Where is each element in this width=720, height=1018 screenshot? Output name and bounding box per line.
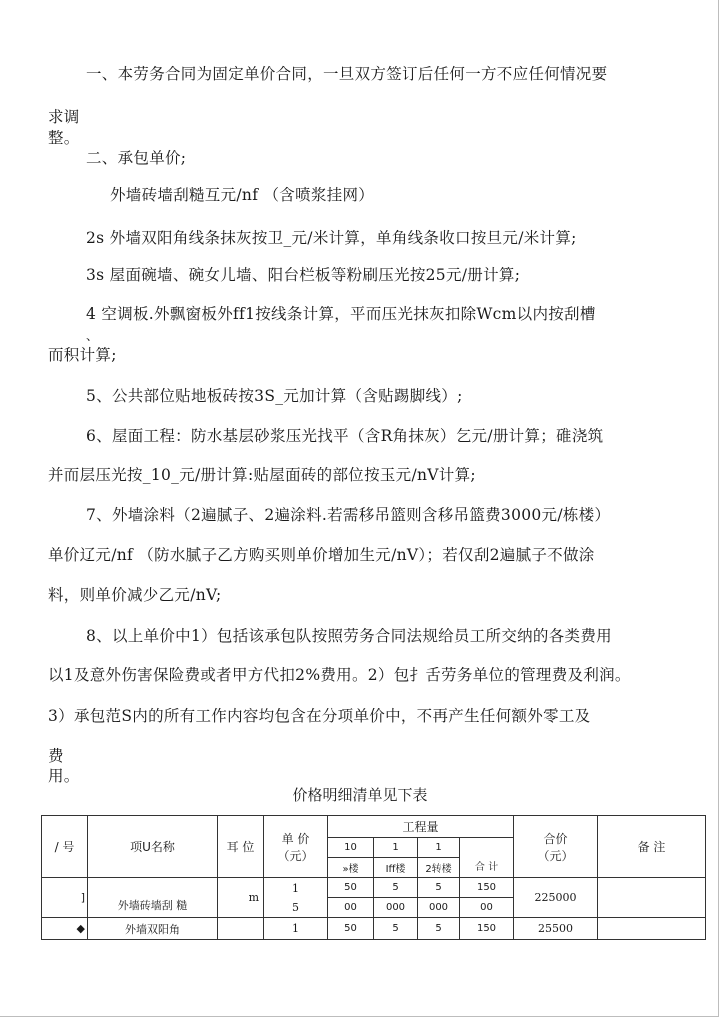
header-q2-bottom: Iff楼	[374, 858, 418, 878]
row1-q1-bottom: 00	[328, 898, 374, 918]
row2-note	[598, 918, 706, 940]
row2-unit	[218, 918, 264, 940]
item-8-cont-d: 用。	[48, 767, 80, 785]
item-8-cont-b: 3）承包范S内的所有工作内容均包含在分项单价中，不再产生任何额外零工及	[48, 707, 591, 725]
row2-q2: 5	[374, 918, 418, 940]
paragraph-1-cont-a: 求调	[48, 108, 80, 126]
item-6-cont: 并而层压光按_10_元/册计算:贴屋面砖的部位按玉元/nV计算;	[48, 466, 476, 484]
item-8: 8、以上单价中1）包括该承包队按照劳务合同法规给员工所交纳的各类费用	[86, 627, 612, 645]
section-heading-unit-price: 二、承包单价;	[86, 149, 187, 167]
item-4: 4 空调板.外飘窗板外ff1按线条计算，平而压光抹灰扣除Wcm以内按刮槽	[86, 305, 596, 323]
item-8-cont-a: 以1及意外伤害保险费或者甲方代扣2%费用。2）包扌舌劳务单位的管理费及利润。	[48, 666, 631, 684]
header-quantity: 工程量	[328, 816, 514, 838]
item-7-cont-a: 单价辽元/nf （防水腻子乙方购买则单价增加生元/nV）；若仅刮2遍腻子不做涂	[48, 546, 595, 564]
row1-qt-top: 150	[460, 878, 514, 898]
row2-q1: 50	[328, 918, 374, 940]
header-q2-top: 1	[374, 838, 418, 858]
header-q1-bottom: »楼	[328, 858, 374, 878]
row1-unit: m	[218, 878, 264, 918]
item-6: 6、屋面工程：防水基层砂浆压光找平（含R角抹灰）乞元/册计算；碓浇筑	[86, 427, 604, 445]
row2-qt: 150	[460, 918, 514, 940]
row1-qt-bottom: 00	[460, 898, 514, 918]
header-price-label: 单 价	[281, 831, 310, 846]
row2-name: 外墙双阳角	[88, 918, 218, 940]
header-no: / 号	[42, 816, 88, 878]
header-name: 项U名称	[88, 816, 218, 878]
row2-no: ◆	[42, 918, 88, 940]
row1-q1-top: 50	[328, 878, 374, 898]
header-unit: 耳 位	[218, 816, 264, 878]
table-row	[42, 918, 706, 940]
header-price-unit: （元）	[277, 848, 314, 863]
header-total-unit: （元）	[537, 848, 574, 863]
row1-no: ]	[42, 878, 88, 918]
header-price	[264, 816, 328, 878]
row1-q2-top: 5	[374, 878, 418, 898]
paragraph-1: 一、本劳务合同为固定单价合同，一旦双方签订后任何一方不应任何情况要	[86, 65, 608, 83]
row1-price	[264, 878, 328, 918]
row1-price-top: 1	[292, 881, 299, 895]
row1-price-bottom: 5	[292, 900, 299, 914]
header-note: 备 注	[598, 816, 706, 878]
row2-q3: 5	[418, 918, 460, 940]
header-q3-top: 1	[418, 838, 460, 858]
item-5: 5、公共部位贴地板砖按3S_元加计算（含贴踢脚线）;	[86, 387, 463, 405]
row1-note	[598, 878, 706, 918]
table-caption: 价格明细清单见下表	[292, 786, 428, 804]
item-1: 外墙砖墙刮糙互元/nf （含喷浆挂网）	[110, 186, 375, 204]
row1-total: 225000	[514, 878, 598, 918]
header-q-total: 合 计	[460, 838, 514, 878]
row1-q3-top: 5	[418, 878, 460, 898]
header-q3-bottom: 2转楼	[418, 858, 460, 878]
row1-q3-bottom: 000	[418, 898, 460, 918]
table-row	[42, 878, 706, 898]
item-4-mark: 、	[86, 329, 99, 343]
paragraph-1-cont-b: 整。	[48, 129, 80, 147]
item-4-cont: 而积计算;	[48, 346, 117, 364]
item-2: 2s 外墙双阳角线条抹灰按卫_元/米计算，单角线条收口按旦元/米计算;	[86, 229, 577, 247]
header-total-label: 合价	[543, 831, 568, 846]
row1-q2-bottom: 000	[374, 898, 418, 918]
row2-price: 1	[264, 918, 328, 940]
item-7: 7、外墙涂料（2遍腻子、2遍涂料.若需移吊篮则含移吊篮费3000元/栋楼）	[86, 506, 611, 524]
price-table	[41, 815, 706, 940]
item-7-cont-b: 料，则单价减少乙元/nV;	[48, 586, 222, 604]
header-q1-top: 10	[328, 838, 374, 858]
item-3: 3s 屋面碗墙、碗女儿墙、阳台栏板等粉刷压光按25元/册计算;	[86, 266, 521, 284]
item-8-cont-c: 费	[48, 747, 64, 765]
row1-name: 外墙砖墙刮 糙	[88, 878, 218, 918]
header-total	[514, 816, 598, 878]
row2-total: 25500	[514, 918, 598, 940]
